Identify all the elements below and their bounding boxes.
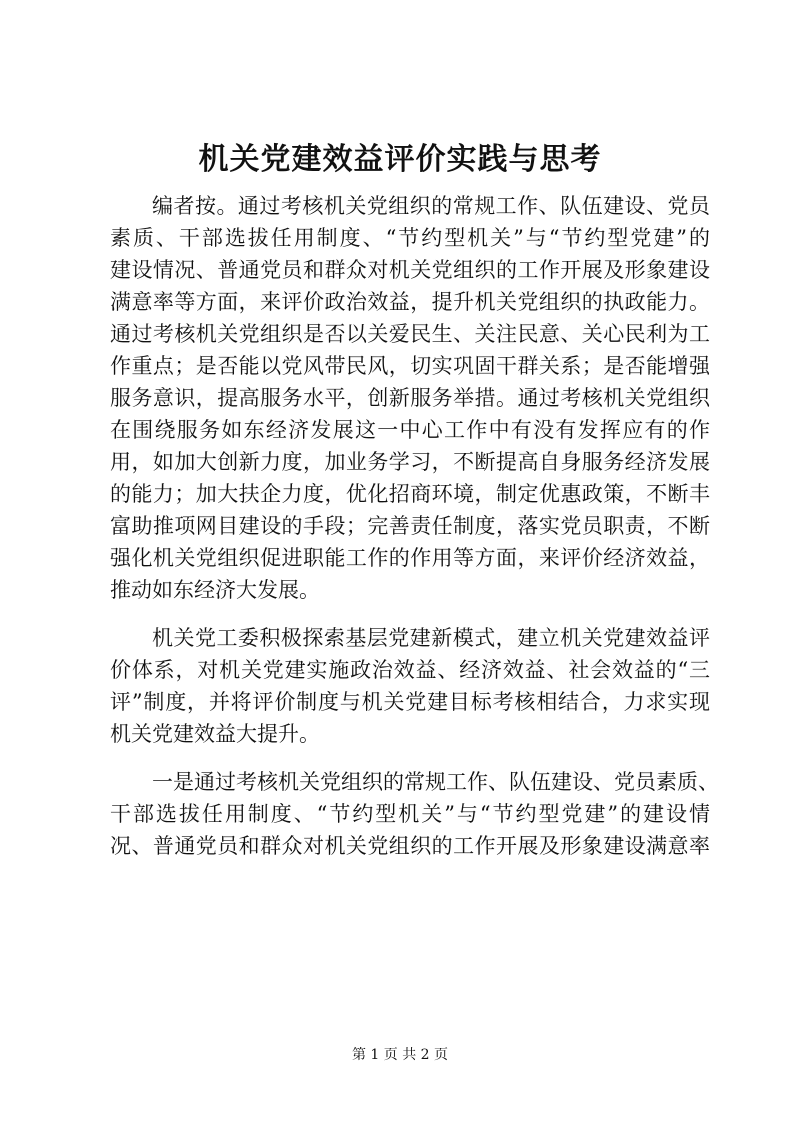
text-line: 编者按。通过考核机关党组织的常规工作、队伍建设、党员 [152, 194, 710, 218]
paragraph-spacer [110, 606, 710, 622]
text-line: 素质、干部选拔任用制度、“节约型机关”与“节约型党建”的 [110, 226, 710, 250]
paragraph [110, 190, 710, 606]
paragraph-spacer [110, 750, 710, 766]
text-line: 机关党建效益大提升。 [110, 722, 320, 746]
text-line: 强化机关党组织促进职能工作的作用等方面，来评价经济效益， [110, 546, 710, 570]
text-line: 富助推项网目建设的手段；完善责任制度，落实党员职责，不断 [110, 514, 710, 538]
text-line: 干部选拔任用制度、“节约型机关”与“节约型党建”的建设情 [110, 802, 710, 826]
paragraph [110, 622, 710, 750]
text-line: 在围绕服务如东经济发展这一中心工作中有没有发挥应有的作 [110, 418, 710, 442]
page-footer: 第 1 页 共 2 页 [351, 1047, 449, 1063]
document-title: 机关党建效益评价实践与思考 [198, 142, 602, 177]
text-line: 一是通过考核机关党组织的常规工作、队伍建设、党员素质、 [152, 770, 719, 794]
text-line: 价体系，对机关党建实施政治效益、经济效益、社会效益的“三 [110, 658, 710, 682]
text-line: 评”制度，并将评价制度与机关党建目标考核相结合，力求实现 [110, 690, 710, 714]
text-line: 机关党工委积极探索基层党建新模式，建立机关党建效益评 [152, 626, 710, 650]
text-line: 建设情况、普通党员和群众对机关党组织的工作开展及形象建设 [110, 258, 710, 282]
text-line: 服务意识，提高服务水平，创新服务举措。通过考核机关党组织 [110, 386, 710, 410]
document-body [110, 190, 719, 862]
text-line: 用，如加大创新力度，加业务学习，不断提高自身服务经济发展 [110, 450, 710, 474]
text-line: 推动如东经济大发展。 [110, 578, 320, 602]
text-line: 通过考核机关党组织是否以关爱民生、关注民意、关心民利为工 [110, 322, 710, 346]
text-line: 作重点；是否能以党风带民风，切实巩固干群关系；是否能增强 [110, 354, 710, 378]
text-line: 况、普通党员和群众对机关党组织的工作开展及形象建设满意率 [110, 834, 710, 858]
text-line: 的能力；加大扶企力度，优化招商环境，制定优惠政策，不断丰 [110, 482, 710, 506]
text-line: 满意率等方面，来评价政治效益，提升机关党组织的执政能力。 [110, 290, 710, 314]
paragraph [110, 766, 719, 862]
